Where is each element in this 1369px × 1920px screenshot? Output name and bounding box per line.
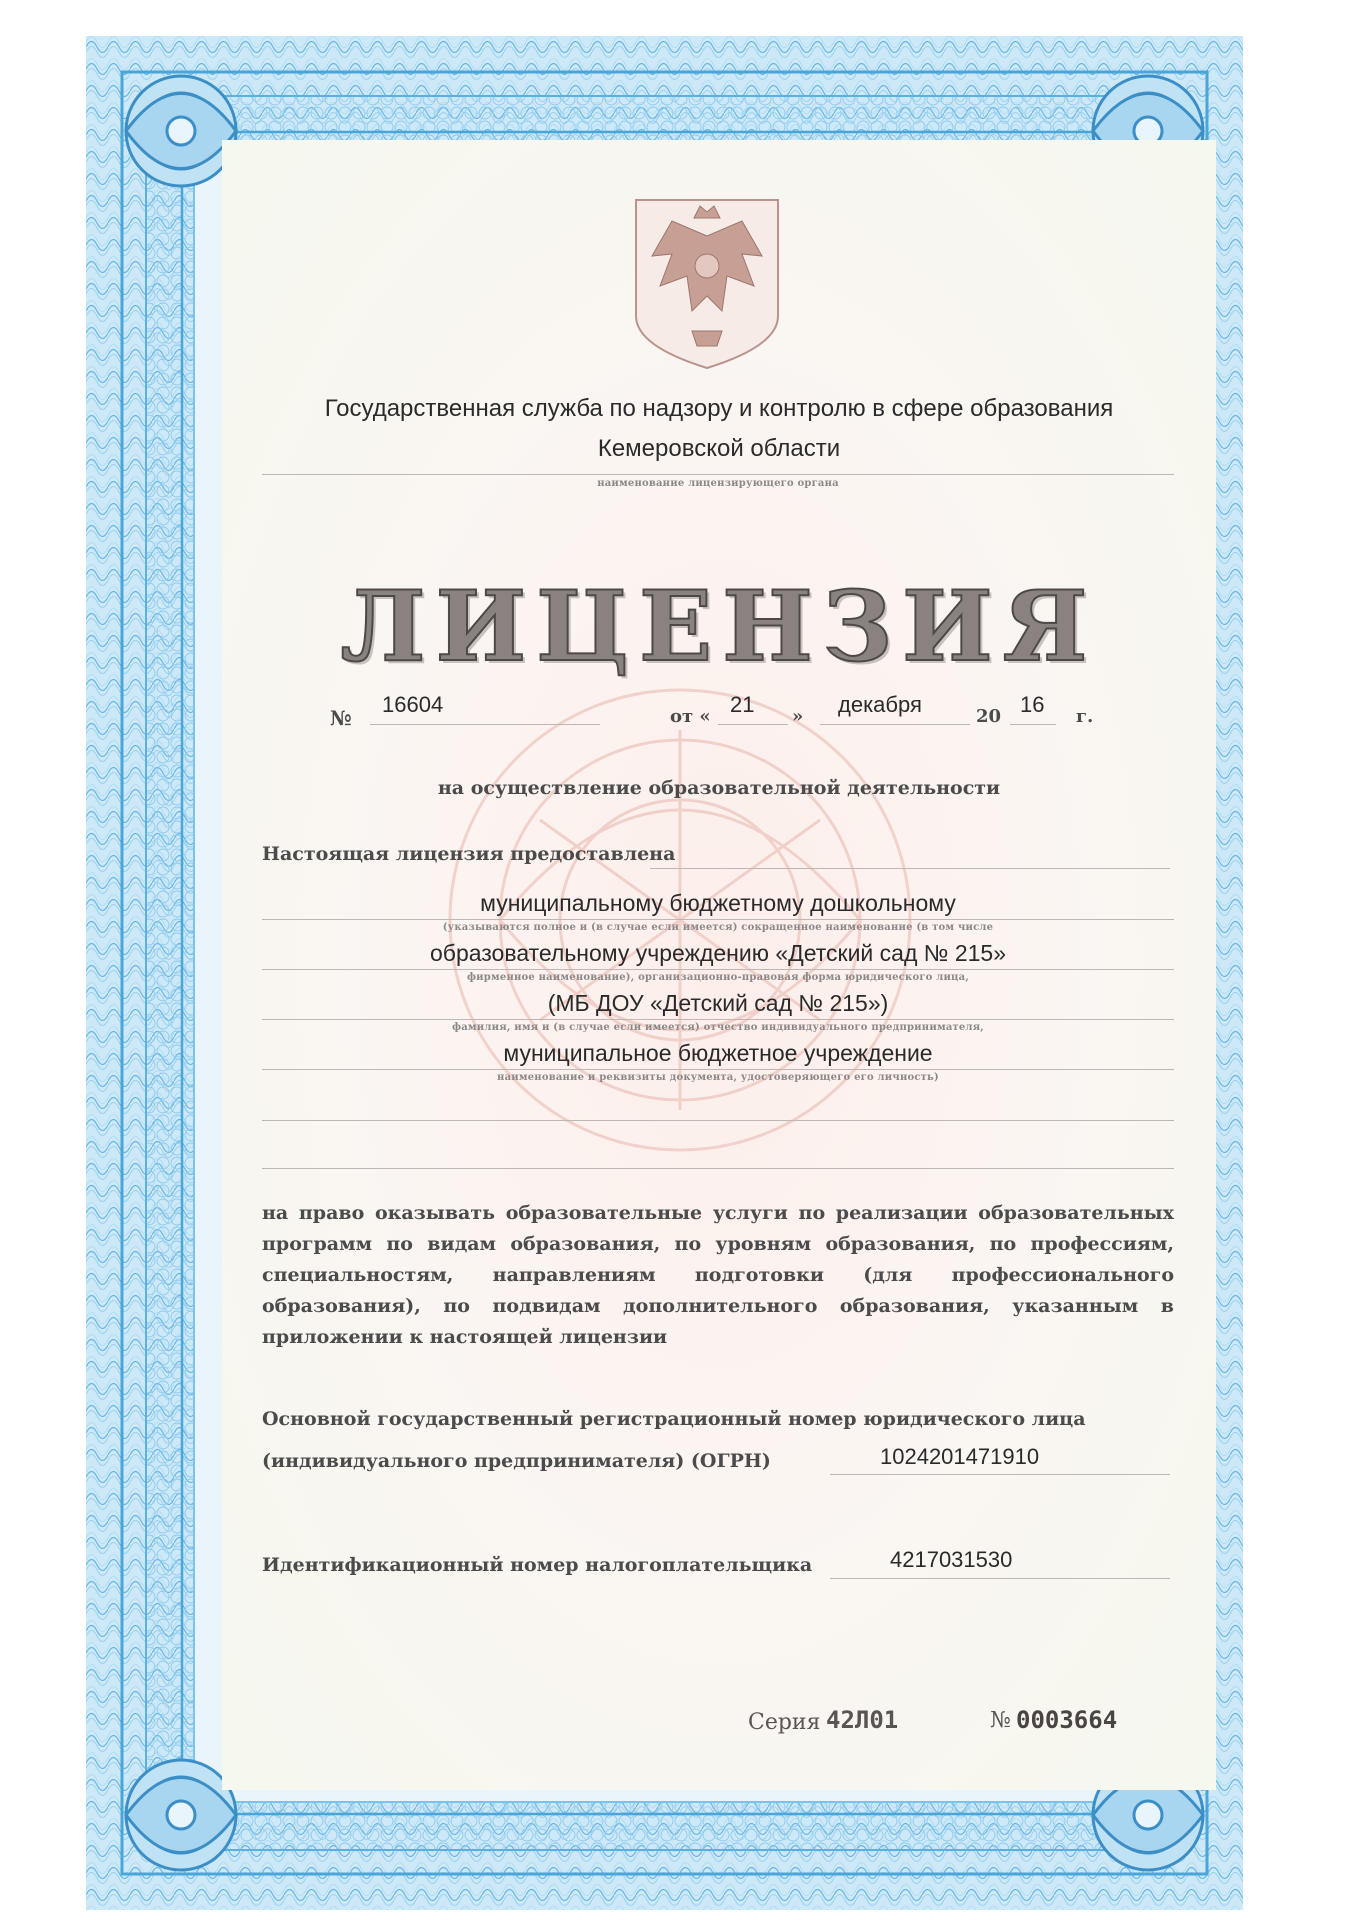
license-day: 21 — [730, 692, 755, 717]
day-close: » — [792, 706, 804, 727]
authority-underline — [262, 474, 1174, 475]
grantee-underline-2 — [262, 969, 1174, 970]
rights-line-4: образования), по подвидам дополнительного образования, указанным в — [262, 1295, 1174, 1317]
grantee-caption-4: наименование и реквизиты документа, удостоверяющего его личность) — [497, 1072, 939, 1083]
inn-underline — [830, 1578, 1170, 1579]
grantee-caption-1: (указываются полное и (в случае если имеется) сокращенное наименование (в том числе — [442, 922, 994, 933]
ogrn-value: 1024201471910 — [880, 1444, 1040, 1469]
year-label: г. — [1076, 706, 1094, 727]
rights-line-1: на право оказывать образовательные услуги по реализации образовательных — [262, 1202, 1174, 1224]
license-purpose: на осуществление образовательной деятельности — [437, 777, 1001, 799]
ogrn-underline — [830, 1474, 1170, 1475]
rights-text — [262, 1198, 1174, 1353]
authority-caption: наименование лицензирующего органа — [597, 478, 839, 489]
grantee-intro-underline — [650, 868, 1170, 869]
rights-line-3: специальностям, направлениям подготовки (для профессионального — [262, 1264, 1174, 1286]
inn-value: 4217031530 — [890, 1547, 1013, 1572]
grantee-line-3: (МБ ДОУ «Детский сад № 215») — [547, 990, 889, 1016]
ogrn-label-2: (индивидуального предпринимателя) (ОГРН) — [262, 1450, 771, 1472]
from-label: от « — [670, 706, 711, 727]
ogrn-label-1: Основной государственный регистрационный номер юридического лица — [262, 1408, 1086, 1430]
document-title: ЛИЦЕНЗИЯ — [340, 570, 1098, 683]
series-number: 0003664 — [1016, 1706, 1118, 1734]
number-underline — [370, 724, 600, 725]
series-label: Серия — [748, 1710, 821, 1735]
russian-coat-of-arms-icon — [632, 196, 782, 371]
grantee-caption-2: фирменное наименование), организационно-правовая форма юридического лица, — [466, 972, 970, 983]
blank-underline-1 — [262, 1120, 1174, 1121]
day-underline — [718, 724, 788, 725]
grantee-intro: Настоящая лицензия предоставлена — [262, 843, 676, 865]
rights-line-2: программ по видам образования, по уровням образования, по профессиям, — [262, 1233, 1174, 1255]
blank-underline-2 — [262, 1168, 1174, 1169]
grantee-underline-4 — [262, 1069, 1174, 1070]
number-label: № — [330, 706, 352, 730]
authority-line-1: Государственная служба по надзору и контролю в сфере образования — [324, 395, 1114, 422]
rights-line-5: приложении к настоящей лицензии — [262, 1326, 668, 1348]
inn-label: Идентификационный номер налогоплательщика — [262, 1554, 813, 1576]
year-prefix: 20 — [976, 706, 1002, 727]
grantee-caption-3: фамилия, имя и (в случае если имеется) отчество индивидуального предпринимателя, — [452, 1022, 984, 1033]
license-number: 16604 — [382, 692, 444, 717]
license-month: декабря — [838, 692, 922, 717]
grantee-underline-3 — [262, 1019, 1174, 1020]
month-underline — [820, 724, 970, 725]
grantee-underline-1 — [262, 919, 1174, 920]
year-underline — [1010, 724, 1056, 725]
series-value: 42Л01 — [826, 1706, 899, 1734]
license-year: 16 — [1020, 692, 1045, 717]
grantee-line-1: муниципальному бюджетному дошкольному — [480, 890, 956, 916]
grantee-line-2: образовательному учреждению «Детский сад № 215» — [429, 940, 1007, 966]
authority-line-2: Кемеровской области — [597, 435, 841, 462]
series-no-label: № — [990, 1708, 1011, 1733]
grantee-line-4: муниципальное бюджетное учреждение — [503, 1040, 933, 1066]
